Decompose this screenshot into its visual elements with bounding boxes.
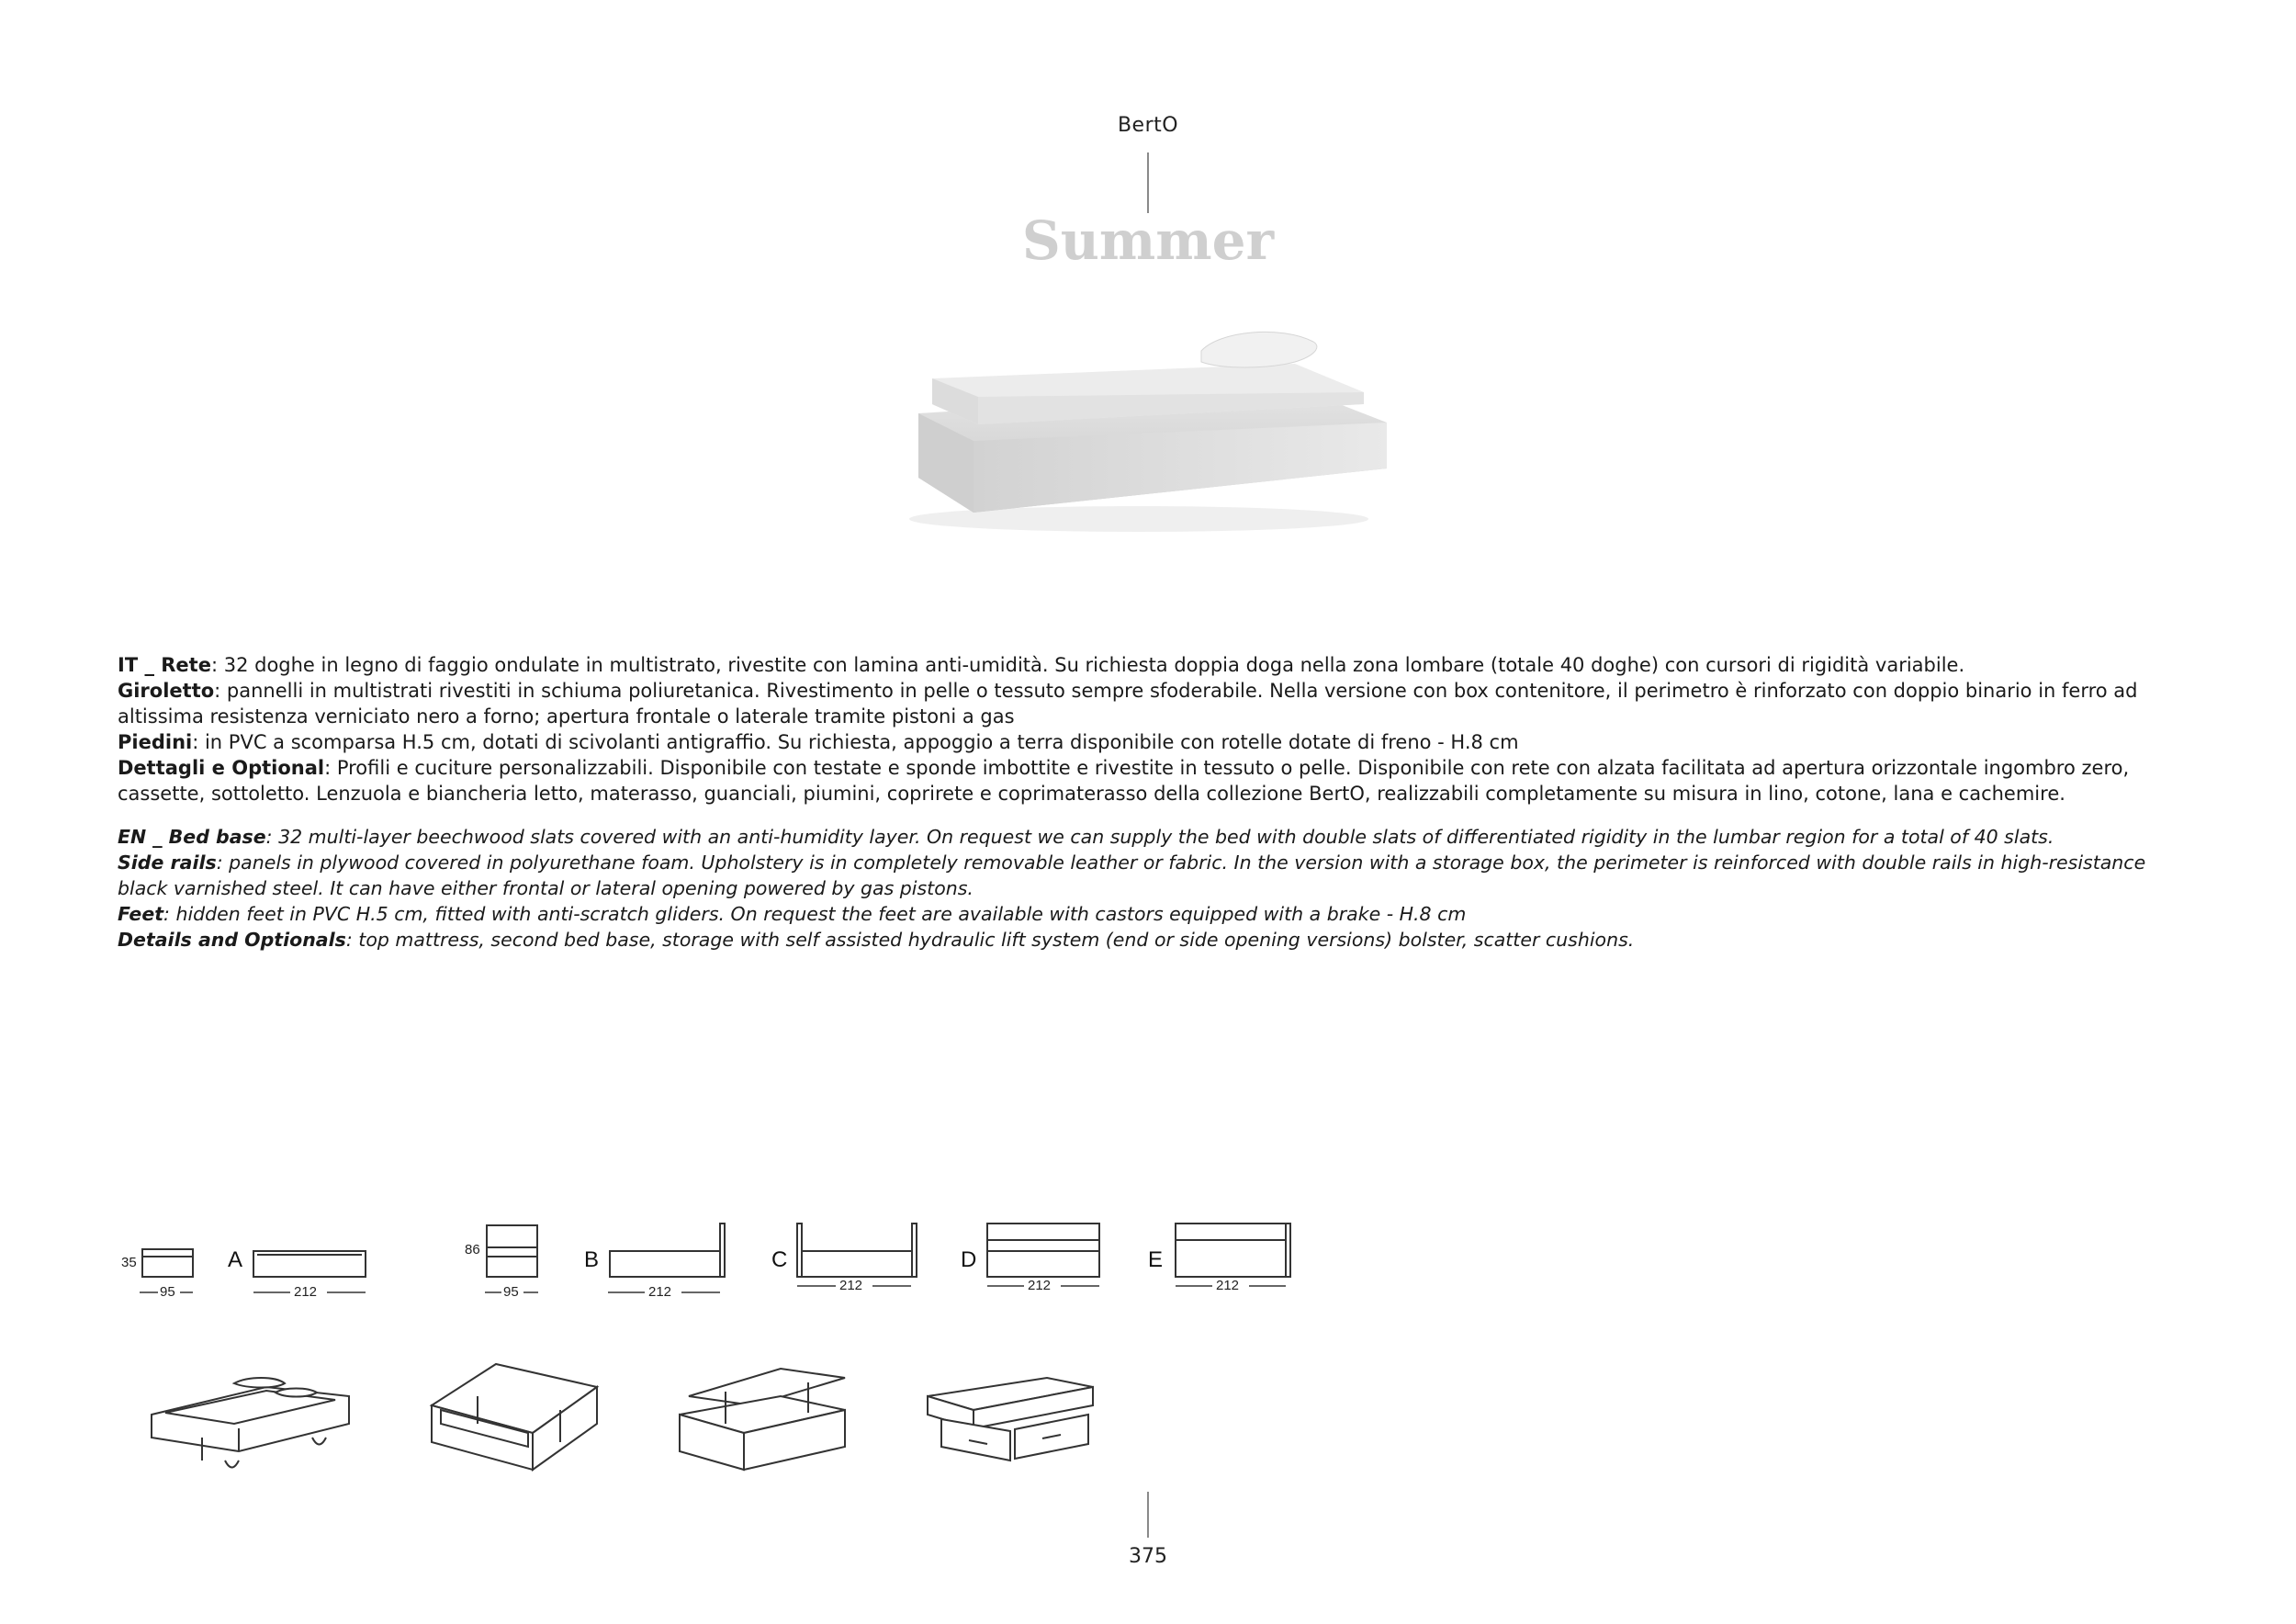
en-side-rails-label: Side rails xyxy=(118,851,217,874)
side-lift-bed-illustration xyxy=(670,1359,854,1479)
brand-name: BertO xyxy=(1117,114,1179,137)
description-english xyxy=(118,824,2195,953)
bed-c-drawing xyxy=(802,1251,912,1277)
bed-e-headboard xyxy=(1286,1224,1290,1277)
bed-b-drawing xyxy=(610,1251,720,1277)
bottom-divider xyxy=(1147,1492,1149,1538)
bed-letter-b: B xyxy=(584,1247,600,1272)
length-b-label: 212 xyxy=(648,1284,672,1300)
bed-c-footboard xyxy=(912,1224,917,1277)
en-details-label: Details and Optionals xyxy=(118,929,346,951)
height-low-label: 35 xyxy=(121,1255,137,1270)
bed-letter-d: D xyxy=(961,1247,977,1272)
description-italian xyxy=(118,652,2195,806)
it-piedini-label: Piedini xyxy=(118,731,193,753)
length-e-label: 212 xyxy=(1216,1278,1240,1293)
length-d-label: 212 xyxy=(1028,1278,1052,1293)
top-divider xyxy=(1147,152,1149,213)
en-feet-label: Feet xyxy=(118,903,164,925)
it-rete-label: IT _ Rete xyxy=(118,654,211,676)
width-a-label: 95 xyxy=(160,1284,175,1300)
it-rete-text: : 32 doghe in legno di faggio ondulate in multistrato, rivestite con lamina anti-umidità. Su richiesta doppia doga nella zona lombare (totale 40 doghe) con cursori di rigidità variabile. xyxy=(210,654,1965,676)
en-bed-base-text: : 32 multi-layer beechwood slats covered with an anti-humidity layer. On request we can supply the bed with double slats of differentiated rigidity in the lumbar region for a total of 40 slats. xyxy=(265,826,2054,848)
en-feet-text: : hidden feet in PVC H.5 cm, fitted with anti-scratch gliders. On request the feet are available with castors equipped with a brake - H.8 cm xyxy=(163,903,1467,925)
bed-b-headboard xyxy=(720,1224,725,1277)
drawer-bed-illustration xyxy=(918,1359,1102,1479)
trundle-bed-illustration xyxy=(147,1359,358,1479)
page-number: 375 xyxy=(1129,1545,1167,1568)
en-side-rails-text: : panels in plywood covered in polyurethane foam. Upholstery is in completely removable leather or fabric. In the version with a storage box, the perimeter is reinforced with double rails in high-resistance black varnished steel. It can have either frontal or lateral opening powered by gas pistons. xyxy=(118,851,2146,899)
length-a-label: 212 xyxy=(294,1284,318,1300)
side-view-high xyxy=(487,1225,537,1277)
bed-letter-a: A xyxy=(228,1247,243,1272)
it-dettagli-text: : Profili e cuciture personalizzabili. Disponibile con testate e sponde imbottite e rivestite in tessuto o pelle. Disponibile con rete con alzata facilitata ad apertura orizzontale ingombro zero, cassette, sottoletto. Lenzuola e biancheria letto, materasso, guanciali, piumini, coprirete e coprimaterasso della collezione BertO, realizzabili completamente su misura in lino, cotone, lana e cachemire. xyxy=(118,757,2130,805)
storage-bed-illustration xyxy=(422,1359,606,1479)
bed-letter-c: C xyxy=(771,1247,788,1272)
it-piedini-text: : in PVC a scomparsa H.5 cm, dotati di scivolanti antigraffio. Su richiesta, appoggio a terra disponibile con rotelle dotate di freno - H.8 cm xyxy=(192,731,1519,753)
bed-letter-e: E xyxy=(1148,1247,1164,1272)
side-view-low xyxy=(142,1249,193,1277)
it-dettagli-label: Dettagli e Optional xyxy=(118,757,325,779)
it-giroletto-label: Giroletto xyxy=(118,680,215,702)
en-bed-base-label: EN _ Bed base xyxy=(118,826,266,848)
width-b-label: 95 xyxy=(503,1284,519,1300)
it-giroletto-text: : pannelli in multistrati rivestiti in schiuma poliuretanica. Rivestimento in pelle o tessuto sempre sfoderabile. Nella versione con box contenitore, il perimetro è rinforzato con doppio binario in ferro ad altissima resistenza verniciato nero a forno; apertura frontale o laterale tramite pistoni a gas xyxy=(118,680,2138,727)
bed-e-drawing xyxy=(1176,1224,1286,1277)
height-high-label: 86 xyxy=(465,1242,480,1257)
product-title: Summer xyxy=(1021,209,1275,272)
bed-photo xyxy=(863,303,1414,542)
en-details-text: : top mattress, second bed base, storage with self assisted hydraulic lift system (end or side opening versions) bolster, scatter cushions. xyxy=(345,929,1635,951)
length-c-label: 212 xyxy=(839,1278,863,1293)
dimension-drawings xyxy=(0,1203,2296,1304)
